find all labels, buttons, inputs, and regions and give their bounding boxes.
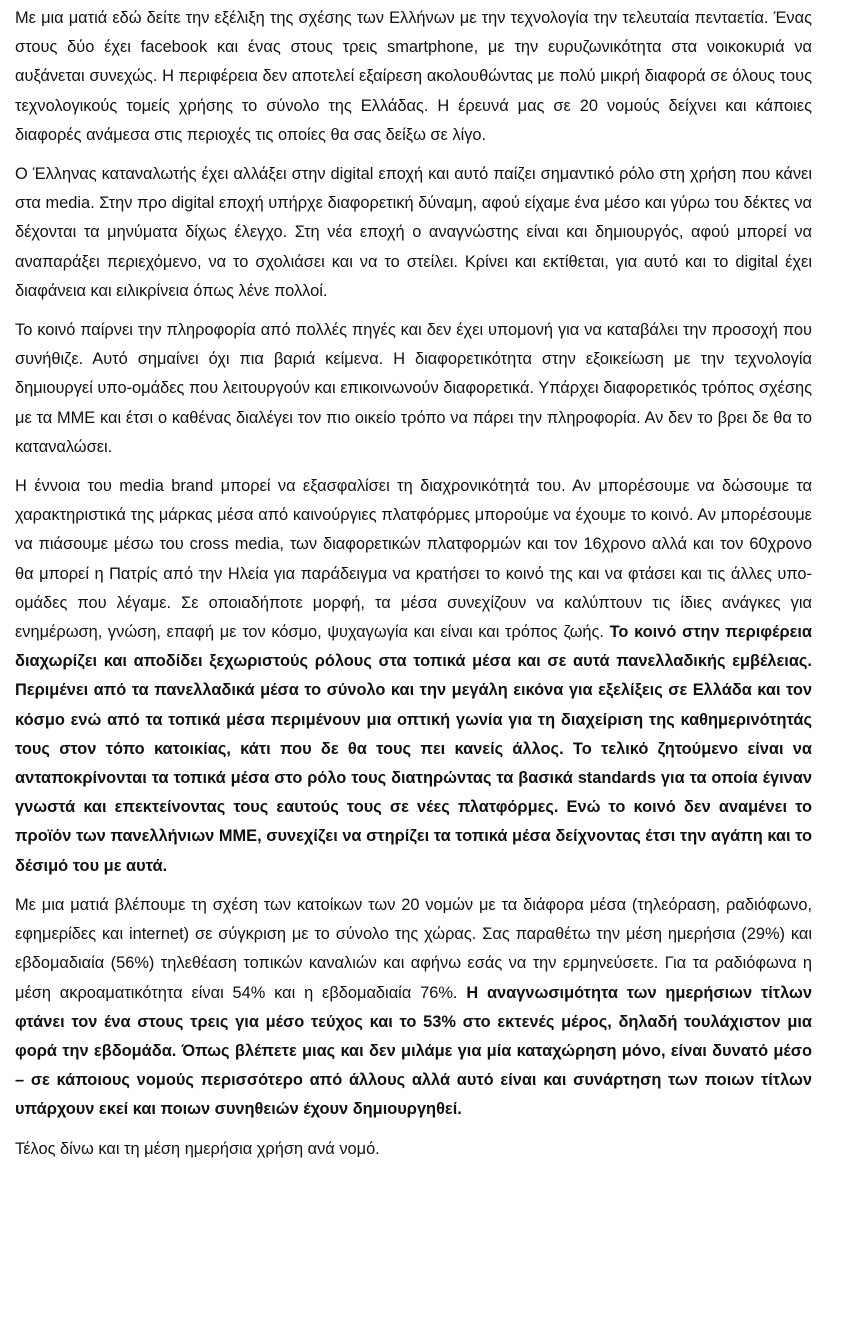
paragraph-text: Με μια ματιά εδώ δείτε την εξέλιξη της σχέσης των Ελλήνων με την τεχνολογία την τελευταία πενταετία. Ένας στους δύο έχει facebook και ένας στους τρεις smartphone, με την ευρυζωνικότητα στα νοικοκυριά να αυξάνεται συνεχώς. Η περιφέρεια δεν αποτελεί εξαίρεση ακολουθώντας με πολύ μικρή διαφορά σε όλους τους τεχνολογικούς τομείς χρήσης το σύνολο της Ελλάδας. Η έρευνά μας σε 20 νομούς δείχνει και κάποιες διαφορές ανάμεσα στις περιοχές τις οποίες θα σας δείξω σε λίγο. [15,9,812,144]
paragraph-text: Η έννοια του media brand μπορεί να εξασφαλίσει τη διαχρονικότητά του. Αν μπορέσουμε να δώσουμε τα χαρακτηριστικά της μάρκας μέσα από καινούργιες πλατφόρμες μπορούμε να έχουμε το κοινό. Αν μπορέσουμε να πιάσουμε μέσω του cross media, των διαφορετικών πλατφορμών και τον 16χρονο αλλά και τον 60χρονο θα μπορεί η Πατρίς από την Ηλεία για παράδειγμα να κρατήσει το κοινό της και να φτάσει και τις άλλες υπο-ομάδες που λέγαμε. Σε οποιαδήποτε μορφή, τα μέσα συνεχίζουν να καλύπτουν τις ίδιες ανάγκες για ενημέρωση, γνώση, επαφή με τον κόσμο, ψυχαγωγία και είναι και τρόπος ζωής. [15,477,812,642]
paragraph-audience-sources [15,316,812,462]
paragraph-bold-text: Η αναγνωσιμότητα των ημερήσιων τίτλων φτάνει τον ένα στους τρεις για μέσο τεύχος και το 53% στο εκτενές μέρος, δηλαδή τουλάχιστον μια φορά την εβδομάδα. Όπως βλέπετε μιας και δεν μιλάμε για μία καταχώρηση μόνο, είναι δυνατό μέσο – σε κάποιους νομούς περισσότερο από άλλους αλλά αυτό είναι και συνάρτηση των ποιων τίτλων υπάρχουν εκεί και ποιων συνηθειών έχουν δημιουργηθεί. [15,983,812,1119]
paragraph-text: Τέλος δίνω και τη μέση ημερήσια χρήση ανά νομό. [15,1139,380,1158]
paragraph-text: Με μια ματιά βλέπουμε τη σχέση των κατοίκων των 20 νομών με τα διάφορα μέσα (τηλεόραση, ραδιόφωνο, εφημερίδες και internet) σε σύγκριση με το σύνολο της χώρας. Σας παραθέτω την μέση ημερήσια (29%) και εβδομαδιαία (56%) τηλεθέαση τοπικών καναλιών και αφήνω εσάς να την ερμηνεύσετε. Για τα ραδιόφωνα η μέση ακροαματικότητα είναι 54% και η εβδομαδιαία 76%. [15,895,812,1002]
document-body [15,4,812,1174]
paragraph-media-usage [15,891,812,1125]
paragraph-tech-evolution [15,4,812,150]
paragraph-text: Ο Έλληνας καταναλωτής έχει αλλάξει στην digital εποχή και αυτό παίζει σημαντικό ρόλο στη χρήση που κάνει στα media. Στην προ digital εποχή υπήρχε διαφορετική δύναμη, αφού είχαμε ένα μέσο και γύρω του δέκτες να δέχονται τα μηνύματα δίχως έλεγχο. Στη νέα εποχή ο αναγνώστης είναι και δημιουργός, αφού μπορεί να αναπαράξει περιεχόμενο, να το σχολιάσει και να το στείλει. Κρίνει και εκτίθεται, για αυτό και το digital έχει διαφάνεια και ειλικρίνεια όπως λένε πολλοί. [15,165,812,300]
paragraph-digital-consumer [15,160,812,306]
paragraph-bold-text: Το κοινό στην περιφέρεια διαχωρίζει και αποδίδει ξεχωριστούς ρόλους στα τοπικά μέσα και σε αυτά πανελλαδικής εμβέλειας. Περιμένει από τα πανελλαδικά μέσα το σύνολο και την μεγάλη εικόνα για εξελίξεις σε Ελλάδα και τον κόσμο ενώ από τα τοπικά μέσα περιμένουν μια οπτική γωνία για τη διαχείριση της καθημερινότητάς τους στον τόπο κατοικίας, κάτι που δε θα τους πει κανείς άλλος. Το τελικό ζητούμενο είναι να ανταποκρίνονται τα τοπικά μέσα στο ρόλο τους διατηρώντας τα βασικά standards για τα οποία έγιναν γνωστά και επεκτείνοντας τους εαυτούς τους σε νέες πλατφόρμες. Ενώ το κοινό δεν αναμένει το προϊόν των πανελλήνιων ΜΜΕ, συνεχίζει να στηρίζει τα τοπικά μέσα δείχνοντας έτσι την αγάπη και το δέσιμό του με αυτά. [15,623,812,875]
paragraph-text: Το κοινό παίρνει την πληροφορία από πολλές πηγές και δεν έχει υπομονή για να καταβάλει την προσοχή που συνήθιζε. Αυτό σημαίνει όχι πια βαριά κείμενα. Η διαφορετικότητα στην εξοικείωση με την τεχνολογία δημιουργεί υπο-ομάδες που λειτουργούν και επικοινωνούν διαφορετικά. Υπάρχει διαφορετικός τρόπος σχέσης με τα ΜΜΕ και έτσι ο καθένας διαλέγει τον πιο οικείο τρόπο να πάρει την πληροφορία. Αν δεν το βρει δε θα το καταναλώσει. [15,321,812,456]
paragraph-media-brand [15,472,812,881]
paragraph-closing [15,1135,812,1164]
